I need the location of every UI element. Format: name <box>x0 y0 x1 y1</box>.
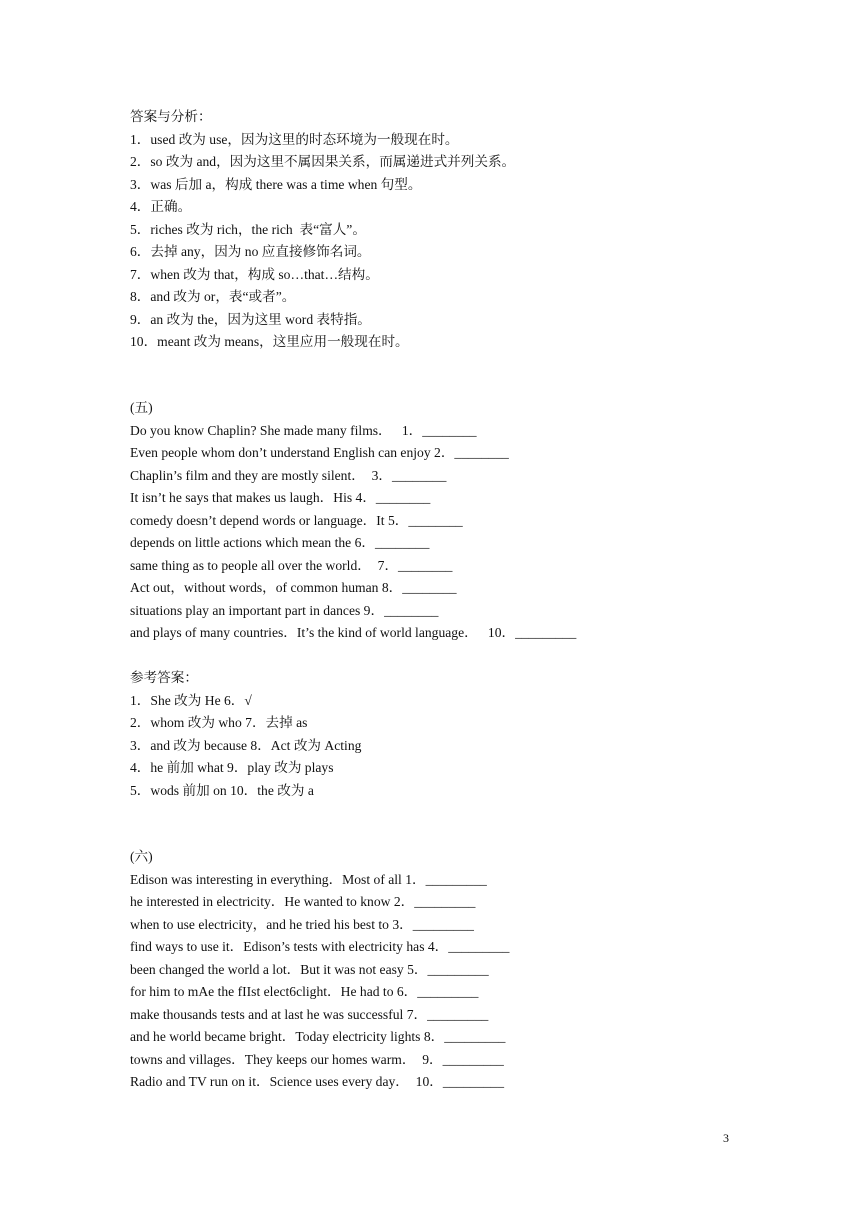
answer-line: 2．whom 改为 who 7．去掉 as <box>130 715 308 730</box>
reference-answers-section <box>130 667 361 802</box>
answer-line: 3．was 后加 a，构成 there was a time when 句型。 <box>130 176 422 192</box>
exercise-line: towns and villages．They keeps our homes warm． 9．_________ <box>130 1051 504 1067</box>
answer-line: 5．wods 前加 on 10．the 改为 a <box>130 782 314 798</box>
answers-analysis-section <box>130 106 515 354</box>
section-heading: (六) <box>130 849 153 864</box>
answer-line: 1．used 改为 use，因为这里的时态环境为一般现在时。 <box>130 131 459 147</box>
exercise-line: find ways to use it．Edison’s tests with electricity has 4．_________ <box>130 939 510 954</box>
exercise-line: for him to mAe the fIIst elect6clight．He had to 6．_________ <box>130 984 479 999</box>
exercise-line: depends on little actions which mean the 6．________ <box>130 535 430 550</box>
exercise-line: It isn’t he says that makes us laugh．His 4．________ <box>130 490 431 505</box>
section-heading: 答案与分析： <box>130 109 212 124</box>
answer-line: 5．riches 改为 rich，the rich 表“富人”。 <box>130 221 366 237</box>
exercise-six-section <box>130 846 509 1094</box>
exercise-line: Do you know Chaplin? She made many films． 1．________ <box>130 422 477 438</box>
exercise-line: situations play an important part in dances 9．________ <box>130 602 439 618</box>
section-heading: 参考答案： <box>130 670 198 685</box>
answer-line: 4．he 前加 what 9．play 改为 plays <box>130 760 334 775</box>
exercise-line: been changed the world a lot．But it was not easy 5．_________ <box>130 961 489 977</box>
section-heading: (五) <box>130 400 153 415</box>
answer-line: 6．去掉 any，因为 no 应直接修饰名词。 <box>130 244 371 259</box>
exercise-line: and plays of many countries．It’s the kind of world language． 10．_________ <box>130 625 577 640</box>
answer-line: 9．an 改为 the，因为这里 word 表特指。 <box>130 311 371 327</box>
answer-line: 1．She 改为 He 6．√ <box>130 692 252 708</box>
exercise-line: comedy doesn’t depend words or language．It 5．________ <box>130 512 463 528</box>
answer-line: 7．when 改为 that，构成 so…that…结构。 <box>130 266 379 282</box>
answer-line: 2．so 改为 and，因为这里不属因果关系，而属递进式并列关系。 <box>130 154 516 169</box>
answer-line: 8．and 改为 or，表“或者”。 <box>130 289 296 304</box>
exercise-line: same thing as to people all over the world． 7．________ <box>130 557 453 573</box>
exercise-line: Edison was interesting in everything．Most of all 1．_________ <box>130 871 487 887</box>
exercise-line: Act out，without words，of common human 8．________ <box>130 580 457 595</box>
exercise-line: he interested in electricity．He wanted to know 2．_________ <box>130 894 476 909</box>
exercise-line: Even people whom don’t understand English can enjoy 2．________ <box>130 445 509 460</box>
exercise-line: and he world became bright．Today electricity lights 8．_________ <box>130 1029 506 1044</box>
page-number: 3 <box>723 1131 729 1145</box>
answer-line: 3．and 改为 because 8．Act 改为 Acting <box>130 737 362 753</box>
answer-line: 10．meant 改为 means，这里应用一般现在时。 <box>130 334 409 349</box>
exercise-line: Radio and TV run on it．Science uses every day． 10．_________ <box>130 1074 505 1089</box>
exercise-five-section <box>130 397 576 645</box>
exercise-line: Chaplin’s film and they are mostly silent． 3．________ <box>130 467 447 483</box>
answer-line: 4．正确。 <box>130 199 192 214</box>
exercise-line: when to use electricity，and he tried his best to 3．_________ <box>130 916 474 932</box>
exercise-line: make thousands tests and at last he was successful 7．_________ <box>130 1006 489 1022</box>
